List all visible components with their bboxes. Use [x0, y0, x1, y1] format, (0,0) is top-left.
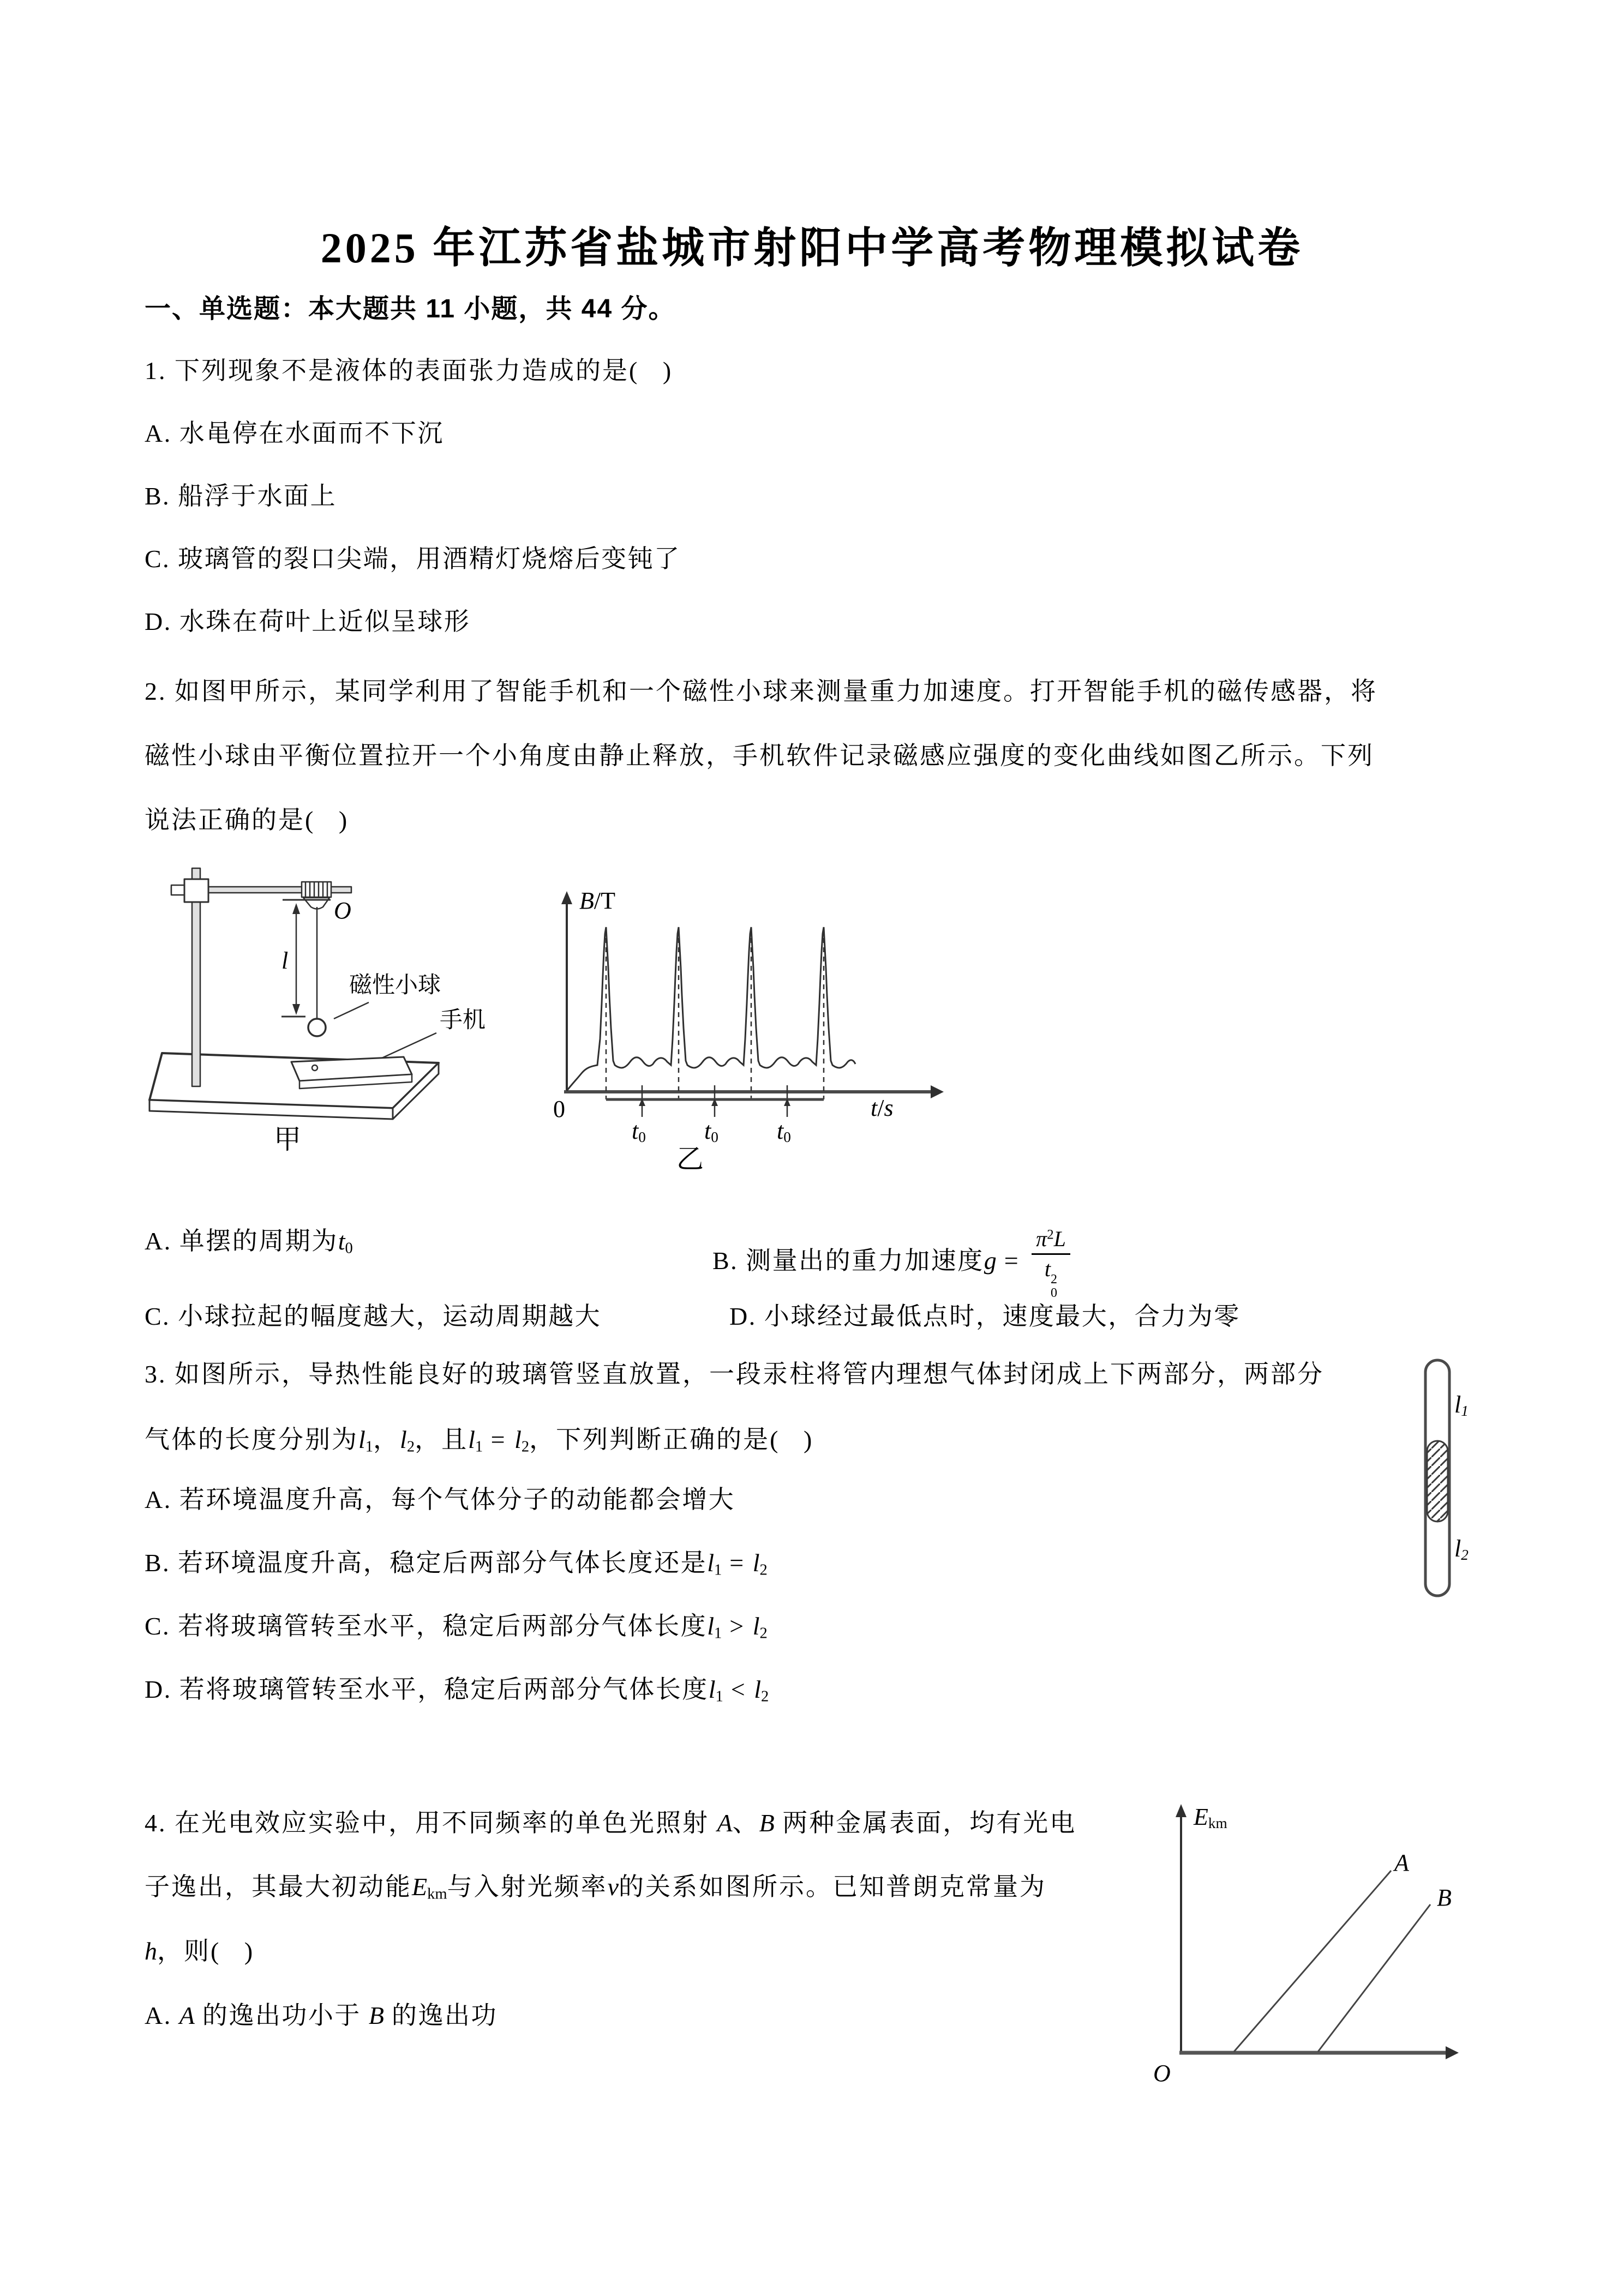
time-axis-label: t/s	[871, 1095, 894, 1121]
q1-stem: 1. 下列现象不是液体的表面张力造成的是( )	[145, 357, 673, 384]
ekm-axis-label: Ekm	[1194, 1804, 1227, 1831]
q3-stem-line-2: 气体的长度分别为l1，l2，且l1 = l2，下列判断正确的是( )	[145, 1426, 814, 1456]
q2-option-d: D. 小球经过最低点时，速度最大，合力为零	[729, 1302, 1241, 1330]
fraction-numerator: $\pi^2L$	[1032, 1226, 1070, 1255]
q3-stem-line-1: 3. 如图所示，导热性能良好的玻璃管竖直放置，一段汞柱将管内理想气体封闭成上下两部分，两部分	[145, 1360, 1324, 1388]
q1-option-a: A. 水黾停在水面而不下沉	[145, 419, 444, 447]
q2-stem-line-3: 说法正确的是( )	[145, 806, 349, 834]
fraction-denominator: t 2 0	[1044, 1257, 1058, 1301]
line-a-label: A	[1394, 1849, 1409, 1876]
exam-title: 2025 年江苏省盐城市射阳中学高考物理模拟试卷	[320, 224, 1304, 272]
figure-jia-caption: 甲	[274, 1124, 301, 1155]
q1-option-b: B. 船浮于水面上	[145, 482, 337, 510]
t0-interval-label: t0	[632, 1117, 646, 1145]
tube-upper-gas-label: l1	[1454, 1391, 1469, 1419]
figure-yi-caption: 乙	[676, 1144, 704, 1174]
q1-option-c: C. 玻璃管的裂口尖端，用酒精灯烧熔后变钝了	[145, 545, 681, 573]
q2-option-a: A. 单摆的周期为t0	[145, 1227, 353, 1257]
pivot-o-label: O	[334, 897, 351, 924]
origin-o-label: O	[1153, 2060, 1171, 2087]
section-heading: 一、单选题：本大题共 11 小题，共 44 分。	[145, 294, 676, 323]
q2-stem-line-1: 2. 如图甲所示，某同学利用了智能手机和一个磁性小球来测量重力加速度。打开智能手机的磁传感器，将	[145, 677, 1377, 705]
q3-gas-tube	[1425, 1360, 1449, 1596]
phone-label: 手机	[440, 1008, 486, 1033]
origin-zero-label: 0	[553, 1096, 565, 1122]
q1-option-d: D. 水珠在荷叶上近似呈球形	[145, 608, 471, 635]
q4-option-a: A. A 的逸出功小于 B 的逸出功	[145, 2002, 498, 2029]
q2-option-b-lead: B. 测量出的重力加速度g =	[712, 1246, 1028, 1275]
line-b-label: B	[1437, 1884, 1452, 1911]
q2-bt-graph	[561, 891, 944, 1117]
magnetic-ball-label: 磁性小球	[349, 973, 441, 998]
q2-option-b	[712, 1226, 1070, 1301]
q2-stem-line-2: 磁性小球由平衡位置拉开一个小角度由静止释放，手机软件记录磁感应强度的变化曲线如图乙所示。下列	[145, 742, 1374, 770]
q4-stem-line-1: 4. 在光电效应实验中，用不同频率的单色光照射 A、B 两种金属表面，均有光电	[145, 1809, 1077, 1837]
q4-photoelectric-graph	[1176, 1804, 1459, 2059]
tube-lower-gas-label: l2	[1454, 1535, 1469, 1563]
q2-option-b-fraction	[1032, 1226, 1070, 1301]
bt-axis-label: B/T	[579, 887, 615, 914]
pendulum-length-label: l	[281, 947, 289, 974]
t0-interval-label: t0	[704, 1117, 718, 1145]
q3-option-b: B. 若环境温度升高，稳定后两部分气体长度还是l1 = l2	[145, 1549, 768, 1579]
q4-stem-line-2: 子逸出，其最大初动能Ekm与入射光频率ν的关系如图所示。已知普朗克常量为	[145, 1873, 1046, 1903]
q4-stem-line-3: h，则( )	[145, 1937, 255, 1965]
q3-option-a: A. 若环境温度升高，每个气体分子的动能都会增大	[145, 1486, 735, 1513]
t0-interval-label: t0	[777, 1117, 791, 1145]
q3-option-c: C. 若将玻璃管转至水平，稳定后两部分气体长度l1 > l2	[145, 1612, 768, 1642]
q3-option-d: D. 若将玻璃管转至水平，稳定后两部分气体长度l1 < l2	[145, 1675, 769, 1705]
q2-option-c: C. 小球拉起的幅度越大，运动周期越大	[145, 1302, 602, 1330]
